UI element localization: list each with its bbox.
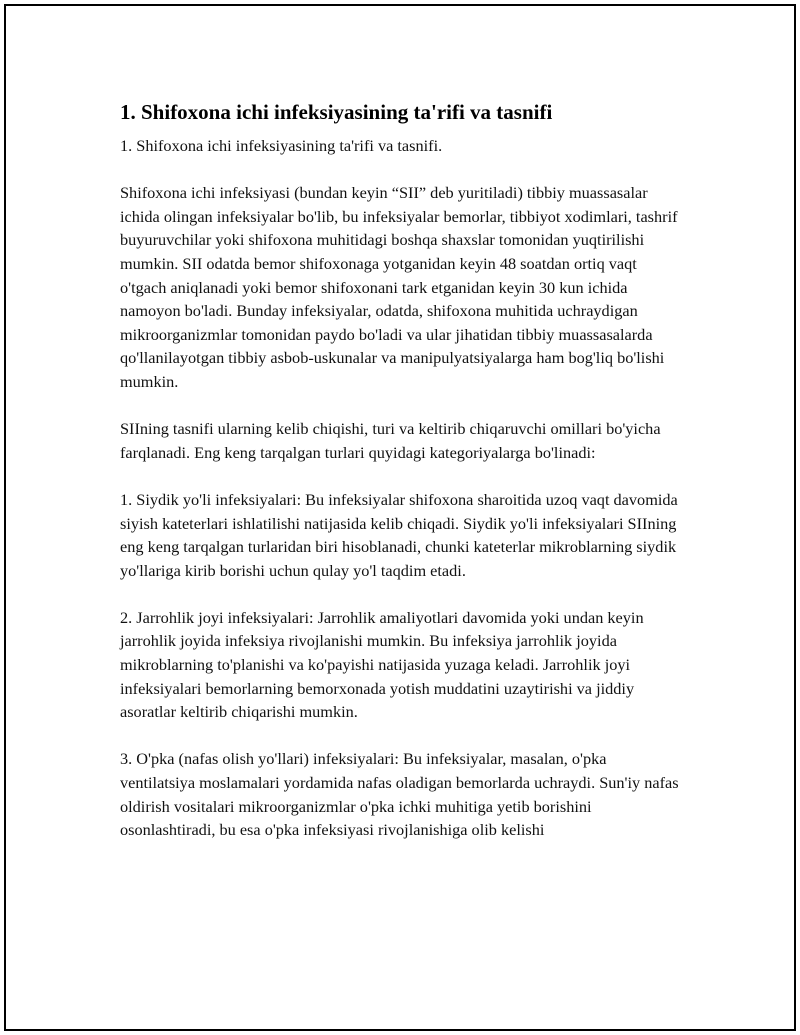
- document-body: [120, 98, 684, 865]
- paragraph-definition: Shifoxona ichi infeksiyasi (bundan keyin “SII” deb yuritiladi) tibbiy muassasalar ichida olingan infeksiyalar bo'lib, bu infeksiyalar bemorlar, tibbiyot xodimlari, tashrif buyuruvchilar yoki shifoxona muhitidagi boshqa shaxslar tomonidan yuqtirilishi mumkin. SII odatda bemor shifoxonaga yotganidan keyin 48 soatdan ortiq vaqt o'tgach aniqlanadi yoki bemor shifoxonani tark etganidan keyin 30 kun ichida namoyon bo'ladi. Bunday infeksiyalar, odatda, shifoxona muhitida uchraydigan mikroorganizmlar tomonidan paydo bo'ladi va ular jihatidan tibbiy muassasalarda qo'llanilayotgan tibbiy asbob-uskunalar va manipulyatsiyalarga ham bog'liq bo'lishi mumkin.: [120, 183, 678, 391]
- page-frame: [4, 4, 796, 1031]
- paragraph-respiratory-infections: 3. O'pka (nafas olish yo'llari) infeksiyalari: Bu infeksiyalar, masalan, o'pka ventilatsiya moslamalari yordamida nafas oladigan bemorlarda uchraydi. Sun'iy nafas oldirish vositalari mikroorganizmlar o'pka ichki muhitiga yetib borishini osonlashtiradi, bu esa o'pka infeksiyasi rivojlanishiga olib kelishi: [120, 749, 679, 840]
- paragraph-classification: SIIning tasnifi ularning kelib chiqishi, turi va keltirib chiqaruvchi omillari bo'yicha farqlanadi. Eng keng tarqalgan turlari quyidagi kategoriyalarga bo'linadi:: [120, 419, 661, 462]
- document-title: 1. Shifoxona ichi infeksiyasining ta'rifi va tasnifi: [120, 100, 553, 124]
- paragraph-surgical-infections: 2. Jarrohlik joyi infeksiyalari: Jarrohlik amaliyotlari davomida yoki undan keyin jarrohlik joyida infeksiya rivojlanishi mumkin. Bu infeksiya jarrohlik joyida mikroblarning to'planishi va ko'payishi natijasida yuzaga keladi. Jarrohlik joyi infeksiyalari bemorlarning bemorxonada yotish muddatini uzaytirishi va jiddiy asoratlar keltirib chiqarishi mumkin.: [120, 607, 644, 722]
- paragraph-intro: 1. Shifoxona ichi infeksiyasining ta'rifi va tasnifi.: [120, 136, 443, 155]
- paragraph-urinary-infections: 1. Siydik yo'li infeksiyalari: Bu infeksiyalar shifoxona sharoitida uzoq vaqt davomida siyish kateterlari ishlatilishi natijasida kelib chiqadi. Siydik yo'li infeksiyalari SIIning eng keng tarqalgan turlaridan biri hisoblanadi, chunki kateterlar mikroblarning siydik yo'llariga kirib borishi uchun qulay yo'l taqdim etadi.: [120, 489, 678, 580]
